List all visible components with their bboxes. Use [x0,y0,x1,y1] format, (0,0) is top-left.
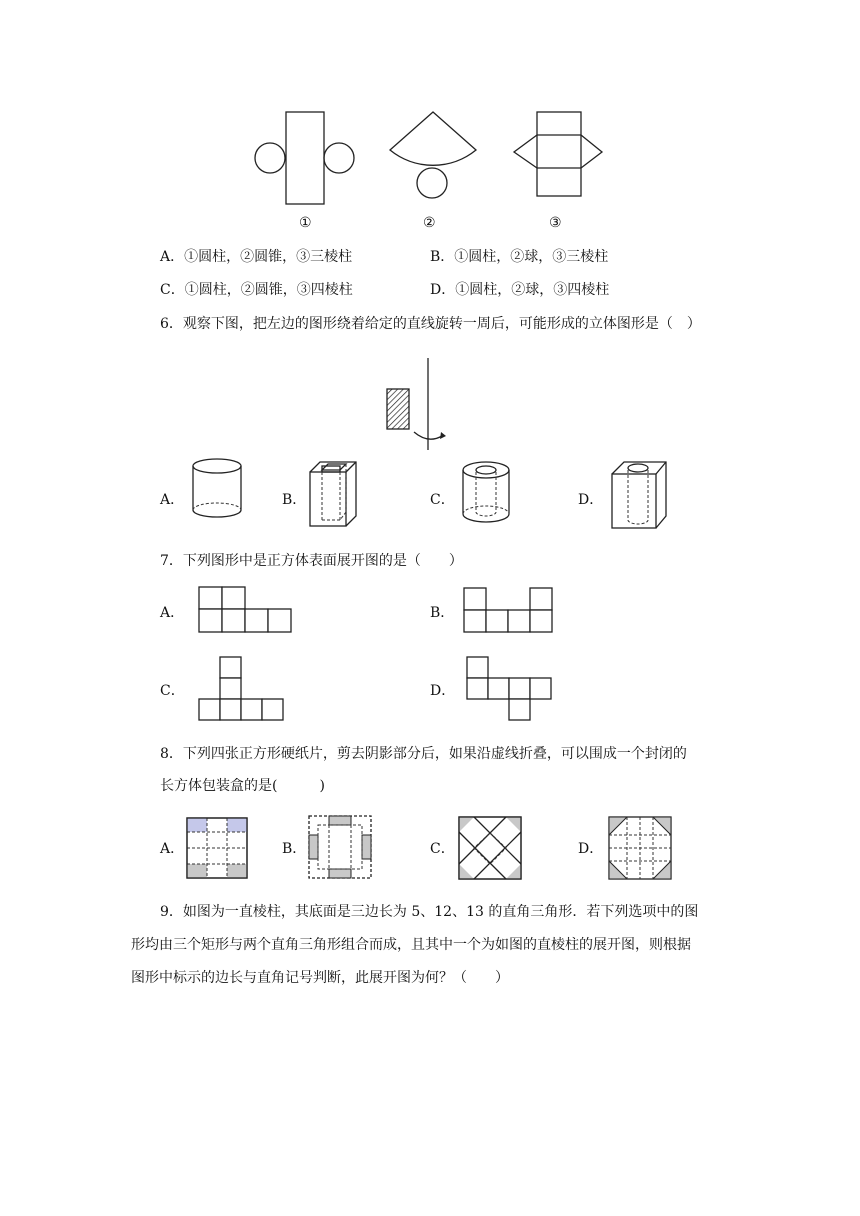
q5-option-a[interactable]: A．①圆柱，②圆锥，③三棱柱 [160,249,353,265]
q6-option-d[interactable]: D． [578,492,604,508]
net-label-2: ② [423,215,436,231]
q5-option-b[interactable]: B．①圆柱，②球，③三棱柱 [430,249,609,265]
q7-stem: 7．下列图形中是正方体表面展开图的是（ ） [160,553,463,569]
q9-line2: 形均由三个矩形与两个直角三角形组合而成，且其中一个为如图的直棱柱的展开图，则根据 [131,937,691,953]
q7-option-c[interactable]: C． [160,683,185,699]
q8-stem-line2: 长方体包装盒的是( ) [160,778,325,794]
q8-option-a[interactable]: A． [160,841,185,857]
q7-option-a[interactable]: A． [160,605,185,621]
q6-stem: 6．观察下图，把左边的图形绕着给定的直线旋转一周后，可能形成的立体图形是（ ） [160,316,701,332]
q8-option-b[interactable]: B． [282,841,307,857]
q7-option-d[interactable]: D． [430,683,456,699]
q8-stem-line1: 8．下列四张正方形硬纸片，剪去阴影部分后，如果沿虚线折叠，可以围成一个封闭的 [160,746,687,762]
q8-option-c[interactable]: C． [430,841,455,857]
net-label-3: ③ [549,215,562,231]
q9-line1: 9．如图为一直棱柱，其底面是三边长为 5、12、13 的直角三角形．若下列选项中的图 [160,904,699,920]
q8-option-d[interactable]: D． [578,841,604,857]
net-label-1: ① [299,215,312,231]
q6-option-c[interactable]: C． [430,492,455,508]
q9-line3: 图形中标示的边长与直角记号判断，此展开图为何？（ ） [131,970,509,986]
q6-option-a[interactable]: A． [160,492,185,508]
q7-option-b[interactable]: B． [430,605,455,621]
q6-option-b[interactable]: B． [282,492,307,508]
q5-option-c[interactable]: C．①圆柱，②圆锥，③四棱柱 [160,282,353,298]
q5-option-d[interactable]: D．①圆柱，②球，③四棱柱 [430,282,610,298]
